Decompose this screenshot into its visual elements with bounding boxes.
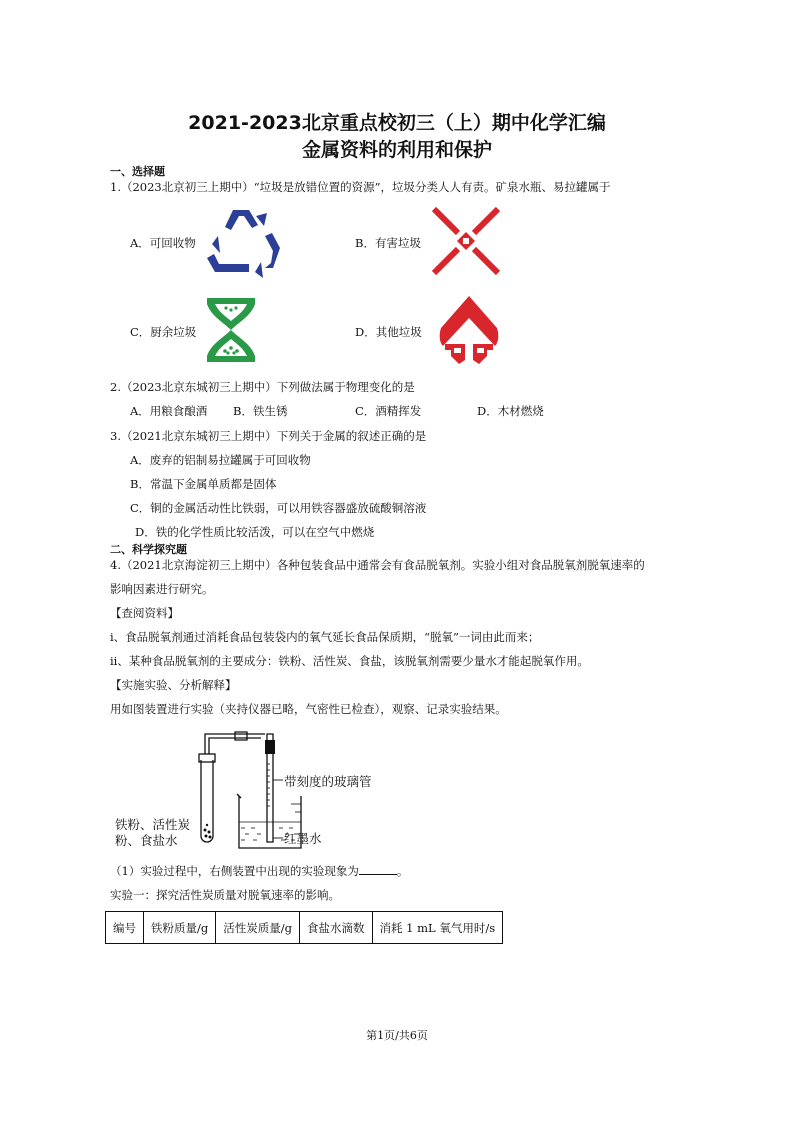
question-4-stem-line2: 影响因素进行研究。	[110, 582, 214, 596]
recycle-icon	[203, 206, 281, 278]
q3-option-a: A．废弃的铝制易拉罐属于可回收物	[130, 453, 311, 467]
table-header-cell: 活性炭质量/g	[216, 912, 300, 944]
kitchen-waste-icon	[205, 296, 257, 364]
page-number: 第1页/共6页	[366, 1029, 428, 1042]
other-waste-icon	[437, 294, 501, 366]
question-4-stem-line1: 4.（2021北京海淀初三上期中）各种包装食品中通常会有食品脱氧剂。实验小组对食品脱氧剂脱氧速率的	[110, 558, 645, 572]
q2-option-b: B．铁生锈	[233, 404, 288, 418]
question-3-stem: 3.（2021北京东城初三上期中）下列关于金属的叙述正确的是	[110, 429, 427, 443]
experiment-1-title: 实验一：探究活性炭质量对脱氧速率的影响。	[110, 888, 340, 902]
beaker-label: 红墨水	[284, 831, 322, 846]
table-header-row	[106, 912, 503, 944]
section-heading-inquiry: 二、科学探究题	[110, 543, 187, 556]
experiment-heading: 【实施实验、分析解释】	[110, 678, 237, 692]
question-1-stem: 1.（2023北京初三上期中）“垃圾是放错位置的资源”，垃圾分类人人有责。矿泉水瓶、易拉罐属于	[110, 180, 611, 194]
hazardous-waste-icon	[430, 205, 502, 277]
q1-option-a: A．可回收物	[130, 236, 196, 250]
q3-option-d: D．铁的化学性质比较活泼，可以在空气中燃烧	[135, 525, 375, 539]
tube-label: 带刻度的玻璃管	[284, 774, 372, 789]
section-heading-choice: 一、选择题	[110, 165, 165, 178]
table-header-cell: 消耗 1 mL 氧气用时/s	[372, 912, 503, 944]
q1-option-b: B．有害垃圾	[355, 236, 421, 250]
experiment-intro: 用如图装置进行实验（夹持仪器已略，气密性已检查），观察、记录实验结果。	[110, 702, 507, 716]
table-header-cell: 编号	[106, 912, 144, 944]
table-header-cell: 铁粉质量/g	[144, 912, 216, 944]
reagent-label-line2: 粉、食盐水	[115, 833, 178, 848]
table-header-cell: 食盐水滴数	[300, 912, 373, 944]
q2-option-a: A．用粮食酿酒	[130, 404, 208, 418]
reference-item-ii: ii、某种食品脱氧剂的主要成分：铁粉、活性炭、食盐，该脱氧剂需要少量水才能起脱氧作用。	[110, 654, 589, 668]
reagent-label-line1: 铁粉、活性炭	[115, 817, 191, 832]
reference-heading: 【查阅资料】	[110, 606, 179, 620]
sub-question-1-end: 。	[396, 864, 409, 878]
q2-option-c: C．酒精挥发	[355, 404, 422, 418]
question-2-stem: 2.（2023北京东城初三上期中）下列做法属于物理变化的是	[110, 380, 415, 394]
q1-option-d: D．其他垃圾	[355, 325, 422, 339]
page-title: 2021-2023北京重点校初三（上）期中化学汇编	[188, 112, 606, 134]
q2-option-d: D．木材燃烧	[477, 404, 544, 418]
q3-option-c: C．铜的金属活动性比铁弱，可以用铁容器盛放硫酸铜溶液	[130, 501, 427, 515]
q3-option-b: B．常温下金属单质都是固体	[130, 477, 277, 491]
experiment-1-table	[105, 911, 503, 944]
sub-question-1	[110, 863, 408, 879]
sub-question-1-text: （1）实验过程中，右侧装置中出现的实验现象为	[110, 864, 359, 878]
reference-item-i: i、食品脱氧剂通过消耗食品包装袋内的氧气延长食品保质期，“脱氧”一词由此而来；	[110, 630, 540, 644]
page-subtitle: 金属资料的利用和保护	[301, 139, 492, 161]
q1-option-c: C．厨余垃圾	[130, 325, 197, 339]
answer-blank[interactable]	[359, 864, 397, 875]
